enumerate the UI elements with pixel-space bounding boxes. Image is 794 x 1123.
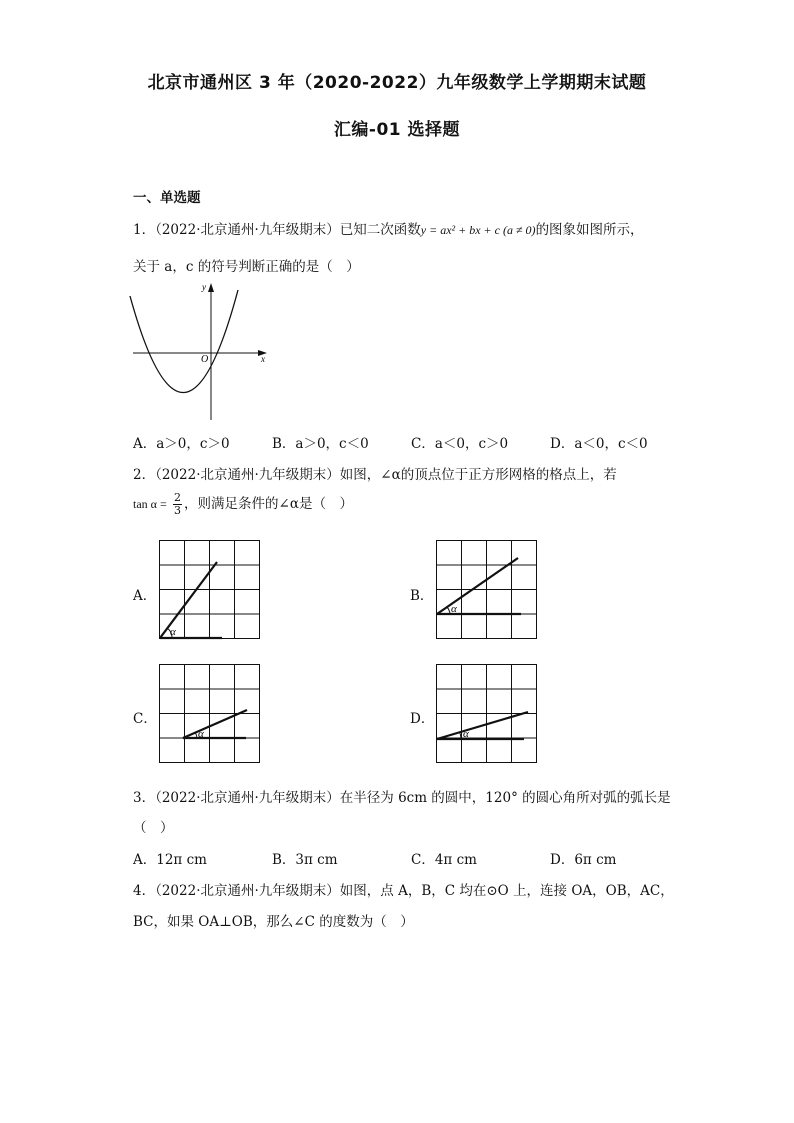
question-4-line1: 4．（2022·北京通州·九年级期末）如图，点 A，B，C 均在⊙O 上，连接 OA，OB，AC，	[133, 883, 674, 899]
q2-option-b-label[interactable]: B．	[410, 588, 434, 604]
q1-option-b[interactable]: B．a＞0，c＜0	[272, 436, 369, 452]
parabola-graph	[130, 280, 280, 425]
question-1-suffix: 的图象如图所示，	[535, 222, 644, 238]
q2-option-c-label[interactable]: C．	[133, 711, 157, 727]
page-title-line2: 汇编-01 选择题	[333, 120, 461, 140]
q2-option-d-label[interactable]: D．	[410, 711, 435, 727]
q1-option-c[interactable]: C．a＜0，c＞0	[411, 436, 509, 452]
angle-alpha-label: α	[451, 603, 457, 615]
q3-option-d[interactable]: D．6π cm	[550, 852, 617, 868]
q2-option-a-grid[interactable]	[159, 540, 261, 640]
origin-label: O	[201, 354, 209, 365]
question-2-suffix: ，则满足条件的∠α是（ ）	[184, 496, 353, 512]
question-1-prefix: 1．（2022·北京通州·九年级期末）已知二次函数	[133, 222, 421, 238]
q3-option-c[interactable]: C．4π cm	[411, 852, 477, 868]
question-3-line2: （ ）	[133, 820, 174, 836]
q1-option-a[interactable]: A．a＞0，c＞0	[133, 436, 230, 452]
question-1-formula: y = ax² + bx + c (a ≠ 0)	[420, 223, 536, 237]
q2-option-b-grid[interactable]	[436, 540, 538, 640]
question-4-line2: BC，如果 OA⊥OB，那么∠C 的度数为（ ）	[133, 914, 414, 930]
q2-option-c-grid[interactable]	[159, 664, 261, 764]
y-axis-arrow-icon	[208, 283, 214, 292]
q3-option-a[interactable]: A．12π cm	[133, 852, 207, 868]
question-2-line1: 2．（2022·北京通州·九年级期末）如图，∠α的顶点位于正方形网格的格点上，若	[133, 467, 617, 483]
y-axis-label: y	[202, 282, 206, 292]
q3-option-b[interactable]: B．3π cm	[272, 852, 338, 868]
question-3-line1: 3．（2022·北京通州·九年级期末）在半径为 6cm 的圆中，120° 的圆心角所对弧的弧长是	[133, 790, 671, 806]
parabola-curve	[130, 290, 238, 393]
angle-alpha-label: α	[170, 626, 176, 638]
section-heading: 一、单选题	[133, 190, 201, 206]
tan-expression: tan α =	[133, 497, 167, 511]
angle-alpha-label: α	[463, 728, 469, 740]
question-2-line2	[133, 492, 353, 517]
q1-option-d[interactable]: D．a＜0，c＜0	[550, 436, 648, 452]
q2-option-d-grid[interactable]	[436, 664, 538, 764]
question-1-line1	[133, 218, 644, 238]
fraction-two-thirds: $\frac{2}{3}$	[174, 491, 182, 517]
angle-alpha-label: α	[198, 728, 204, 740]
x-axis-label: x	[261, 354, 265, 364]
question-1-line2: 关于 a，c 的符号判断正确的是（ ）	[133, 259, 360, 275]
q2-option-a-label[interactable]: A．	[133, 588, 157, 604]
page-title-line1: 北京市通州区 3 年（2020-2022）九年级数学上学期期末试题	[147, 73, 647, 93]
